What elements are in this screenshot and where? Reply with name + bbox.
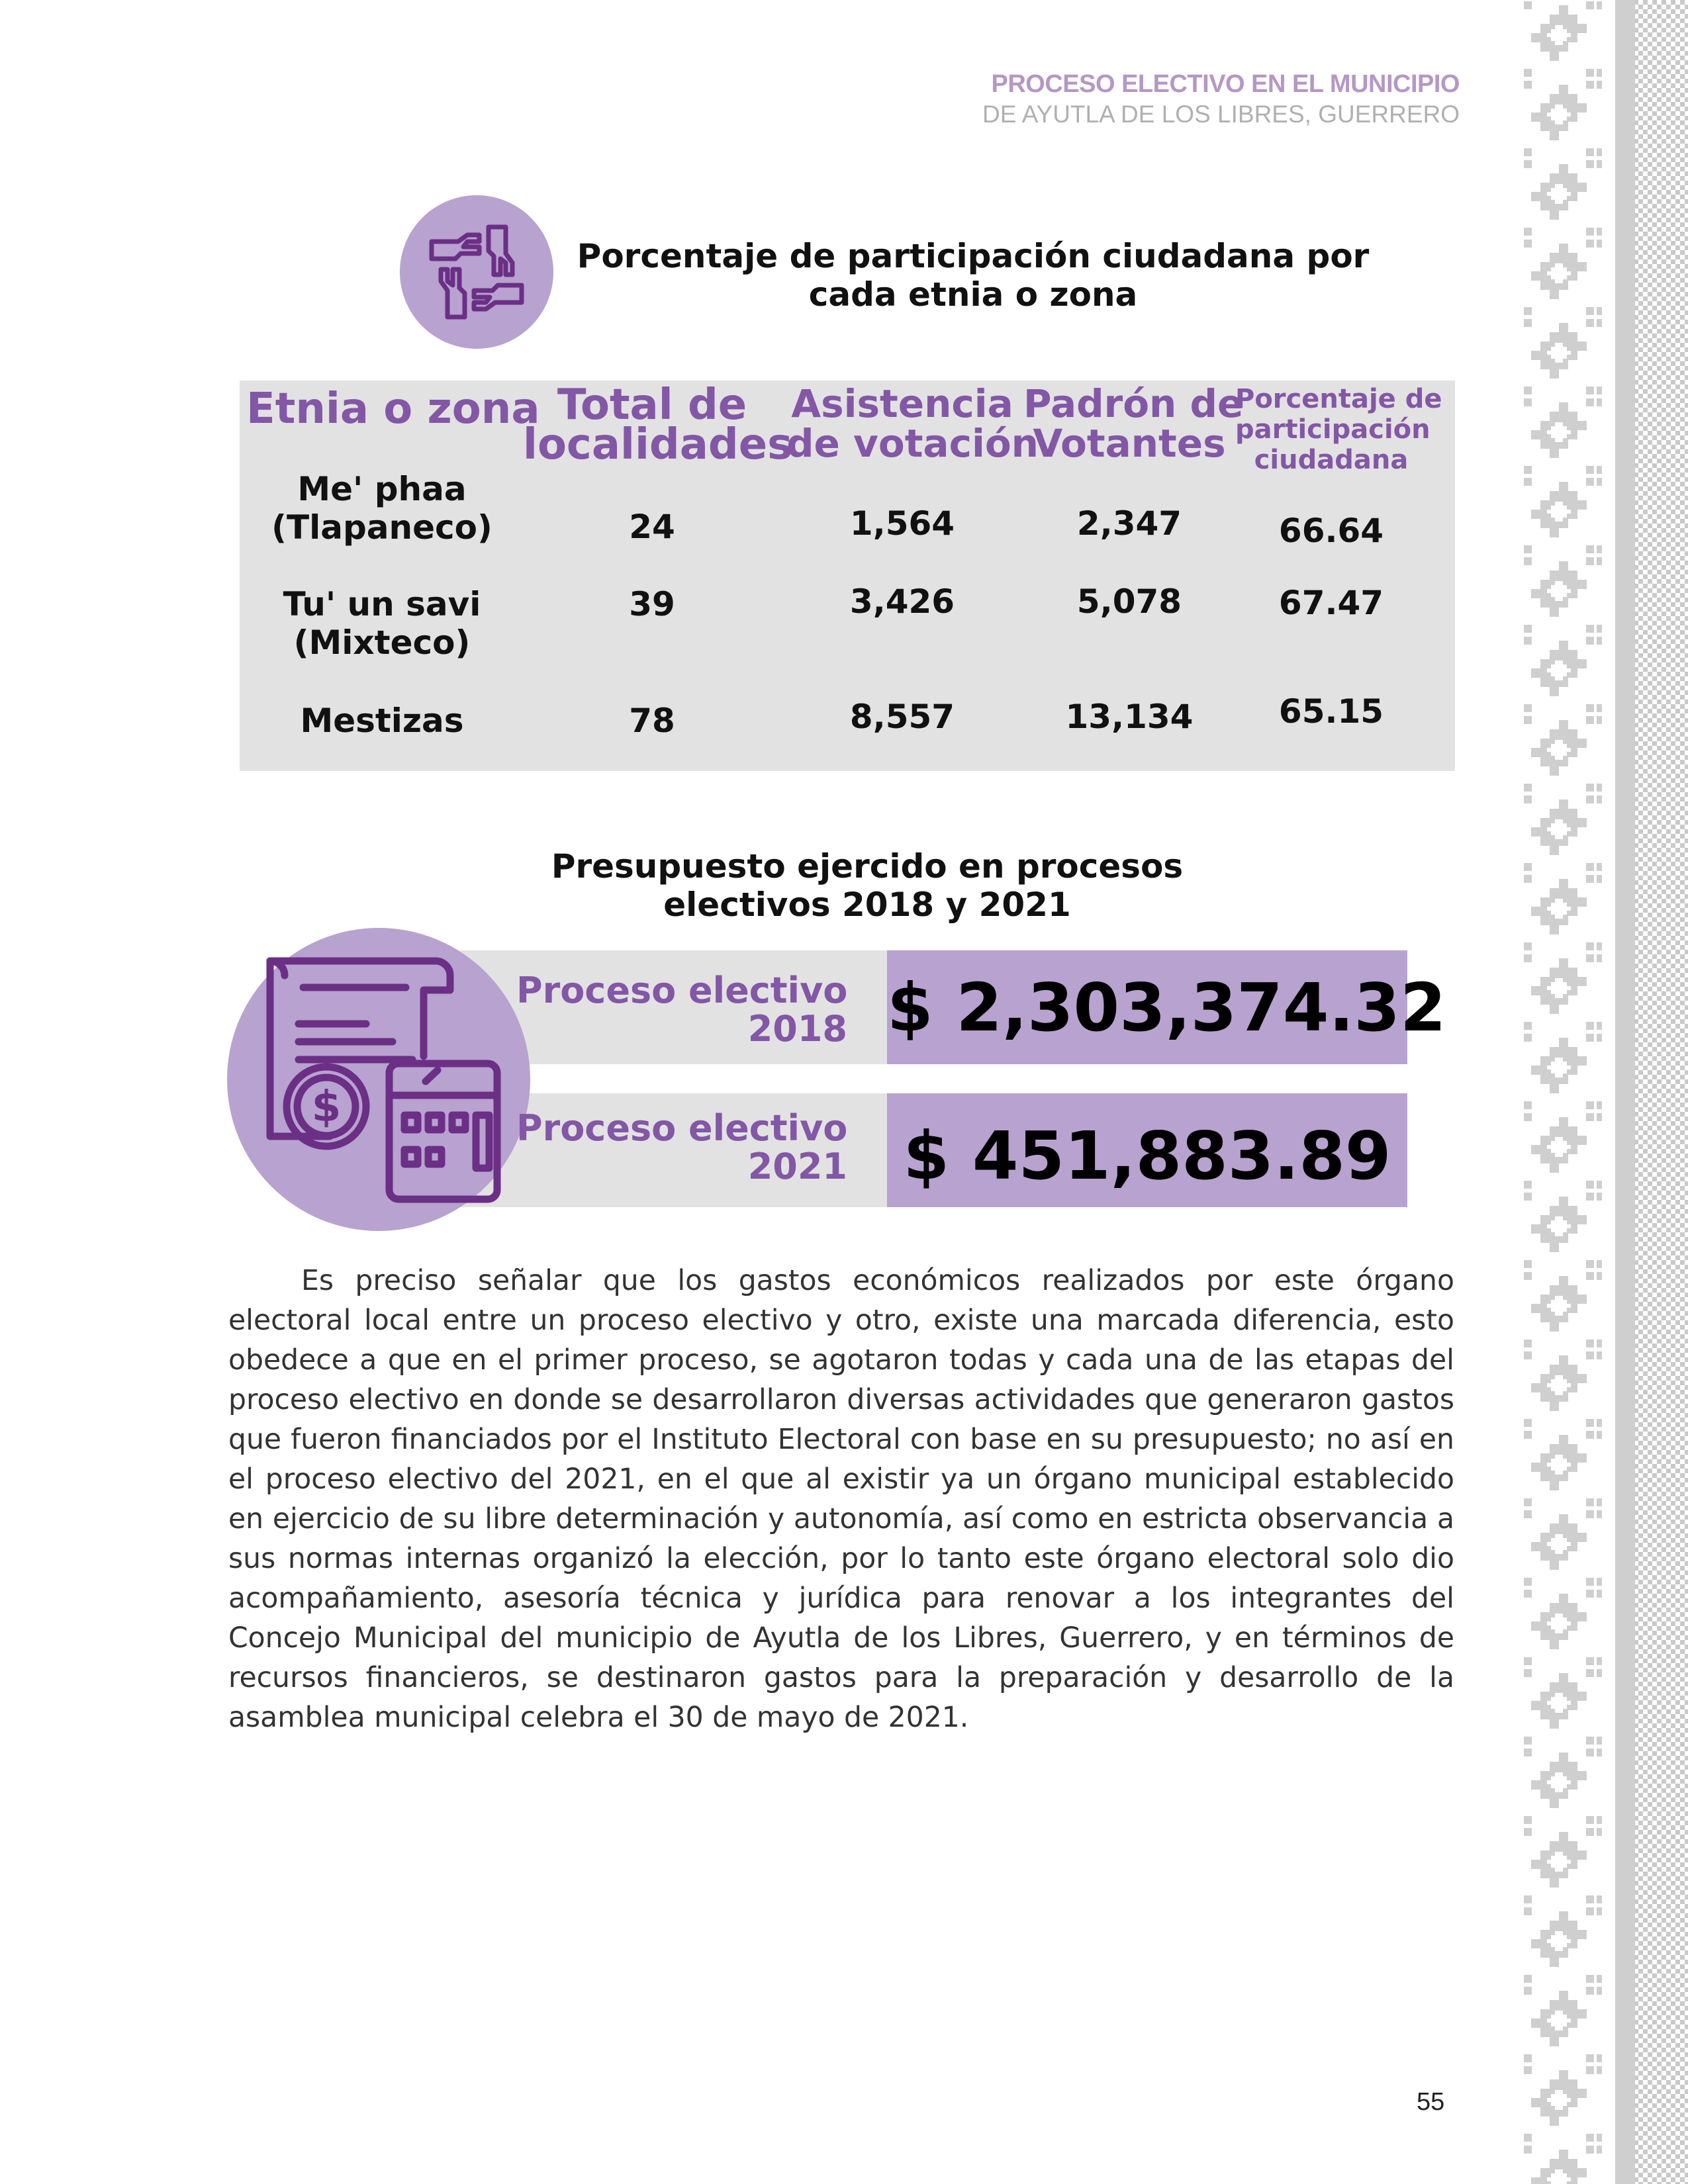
table-row-3-zona: Mestizas: [300, 702, 464, 740]
row-1-zona-line2: (Tlapaneco): [271, 508, 492, 547]
svg-text:$: $: [311, 1083, 342, 1132]
budget-title-line1: Presupuesto ejercido en procesos: [551, 847, 1184, 886]
budget-row-2-amount: $ 451,883.89: [903, 1117, 1391, 1195]
table-row-1-porcentaje: 66.64: [1278, 512, 1384, 550]
budget-row-1-label: [516, 972, 847, 1048]
budget-row-2-label-line2: 2021: [747, 1146, 847, 1187]
row-2-zona-line1: Tu' un savi: [283, 585, 481, 623]
table-row-3-porcentaje: 65.15: [1278, 692, 1384, 731]
column-header-padron-line1: Padrón de: [1023, 381, 1244, 426]
table-row-3-localidades: 78: [629, 702, 675, 740]
budget-title: [463, 847, 1271, 924]
table-row-1-padron: 2,347: [1076, 504, 1182, 543]
budget-title-line2: electivos 2018 y 2021: [663, 886, 1071, 924]
column-header-porcentaje-line1: Porcentaje de: [1235, 384, 1442, 414]
budget-row-1-label-line1: Proceso electivo: [516, 970, 848, 1011]
column-header-localidades-line2: localidades: [523, 420, 793, 469]
column-header-porcentaje: [1235, 384, 1442, 475]
table-row-3-padron: 13,134: [1065, 698, 1194, 736]
row-2-zona-line2: (Mixteco): [293, 623, 471, 662]
budget-icon-circle: [227, 928, 530, 1231]
column-header-asistencia-line2: de votación: [786, 421, 1039, 466]
table-row-1-zona: [246, 470, 518, 547]
table-row-2-porcentaje: 67.47: [1278, 584, 1384, 622]
column-header-localidades: [523, 381, 793, 469]
table-row-1-asistencia: 1,564: [849, 504, 955, 543]
participation-title-line1: Porcentaje de participación ciudadana por: [577, 237, 1370, 275]
running-header-title: PROCESO ELECTIVO EN EL MUNICIPIO: [991, 70, 1460, 98]
participation-title: [503, 237, 1443, 314]
table-row-2-localidades: 39: [629, 585, 675, 623]
column-header-asistencia-line1: Asistencia: [791, 381, 1013, 426]
budget-row-1-label-line2: 2018: [747, 1008, 847, 1050]
table-row-2-asistencia: 3,426: [849, 582, 955, 621]
column-header-porcentaje-line2: participación: [1235, 414, 1430, 445]
column-header-zona: Etnia o zona: [246, 385, 540, 433]
table-row-2-padron: 5,078: [1076, 582, 1182, 621]
row-1-zona-line1: Me' phaa: [297, 470, 467, 508]
column-header-localidades-line1: Total de: [557, 381, 747, 430]
body-paragraph: Es preciso señalar que los gastos económicos realizados por este órgano electoral local entre un proceso electivo y otro, existe una marcada diferencia, esto obedece a que en el primer proceso, se agotaron todas y cada una de las etapas del proceso electivo en donde se desarrollaron diversas actividades que generaron gastos que fueron financiados por el Instituto Electoral con base en su presupuesto; no así en el proceso electivo del 2021, en el que al existir ya un órgano municipal establecido en ejercicio de su libre determinación y autonomía, así como en estricta observancia a sus normas internas organizó la elección, por lo tanto este órgano electoral solo dio acompañamiento, asesoría técnica y jurídica para renovar a los integrantes del Concejo Municipal del municipio de Ayutla de los Libres, Guerrero, y en términos de recursos financieros, se destinaron gastos para la preparación y desarrollo de la asamblea municipal celebra el 30 de mayo de 2021.: [228, 1265, 1454, 1734]
column-header-asistencia: [786, 381, 1039, 466]
decorative-border-pattern: [1523, 0, 1688, 2184]
table-row-2-zona: [246, 585, 518, 662]
column-header-porcentaje-line3: ciudadana: [1254, 445, 1409, 475]
table-row-1-localidades: 24: [629, 508, 675, 546]
running-header-subtitle: DE AYUTLA DE LOS LIBRES, GUERRERO: [982, 101, 1460, 128]
column-header-padron-line2: Votantes: [1033, 421, 1226, 466]
budget-row-1-amount: $ 2,303,374.32: [887, 969, 1446, 1046]
page-number: 55: [1417, 2088, 1445, 2116]
column-header-padron: [1023, 381, 1244, 466]
budget-row-2-label-line1: Proceso electivo: [516, 1107, 848, 1149]
table-row-3-asistencia: 8,557: [849, 698, 955, 736]
budget-calculator-icon: [227, 928, 530, 1231]
budget-row-2-label: [516, 1109, 847, 1186]
participation-title-line2: cada etnia o zona: [808, 275, 1138, 314]
